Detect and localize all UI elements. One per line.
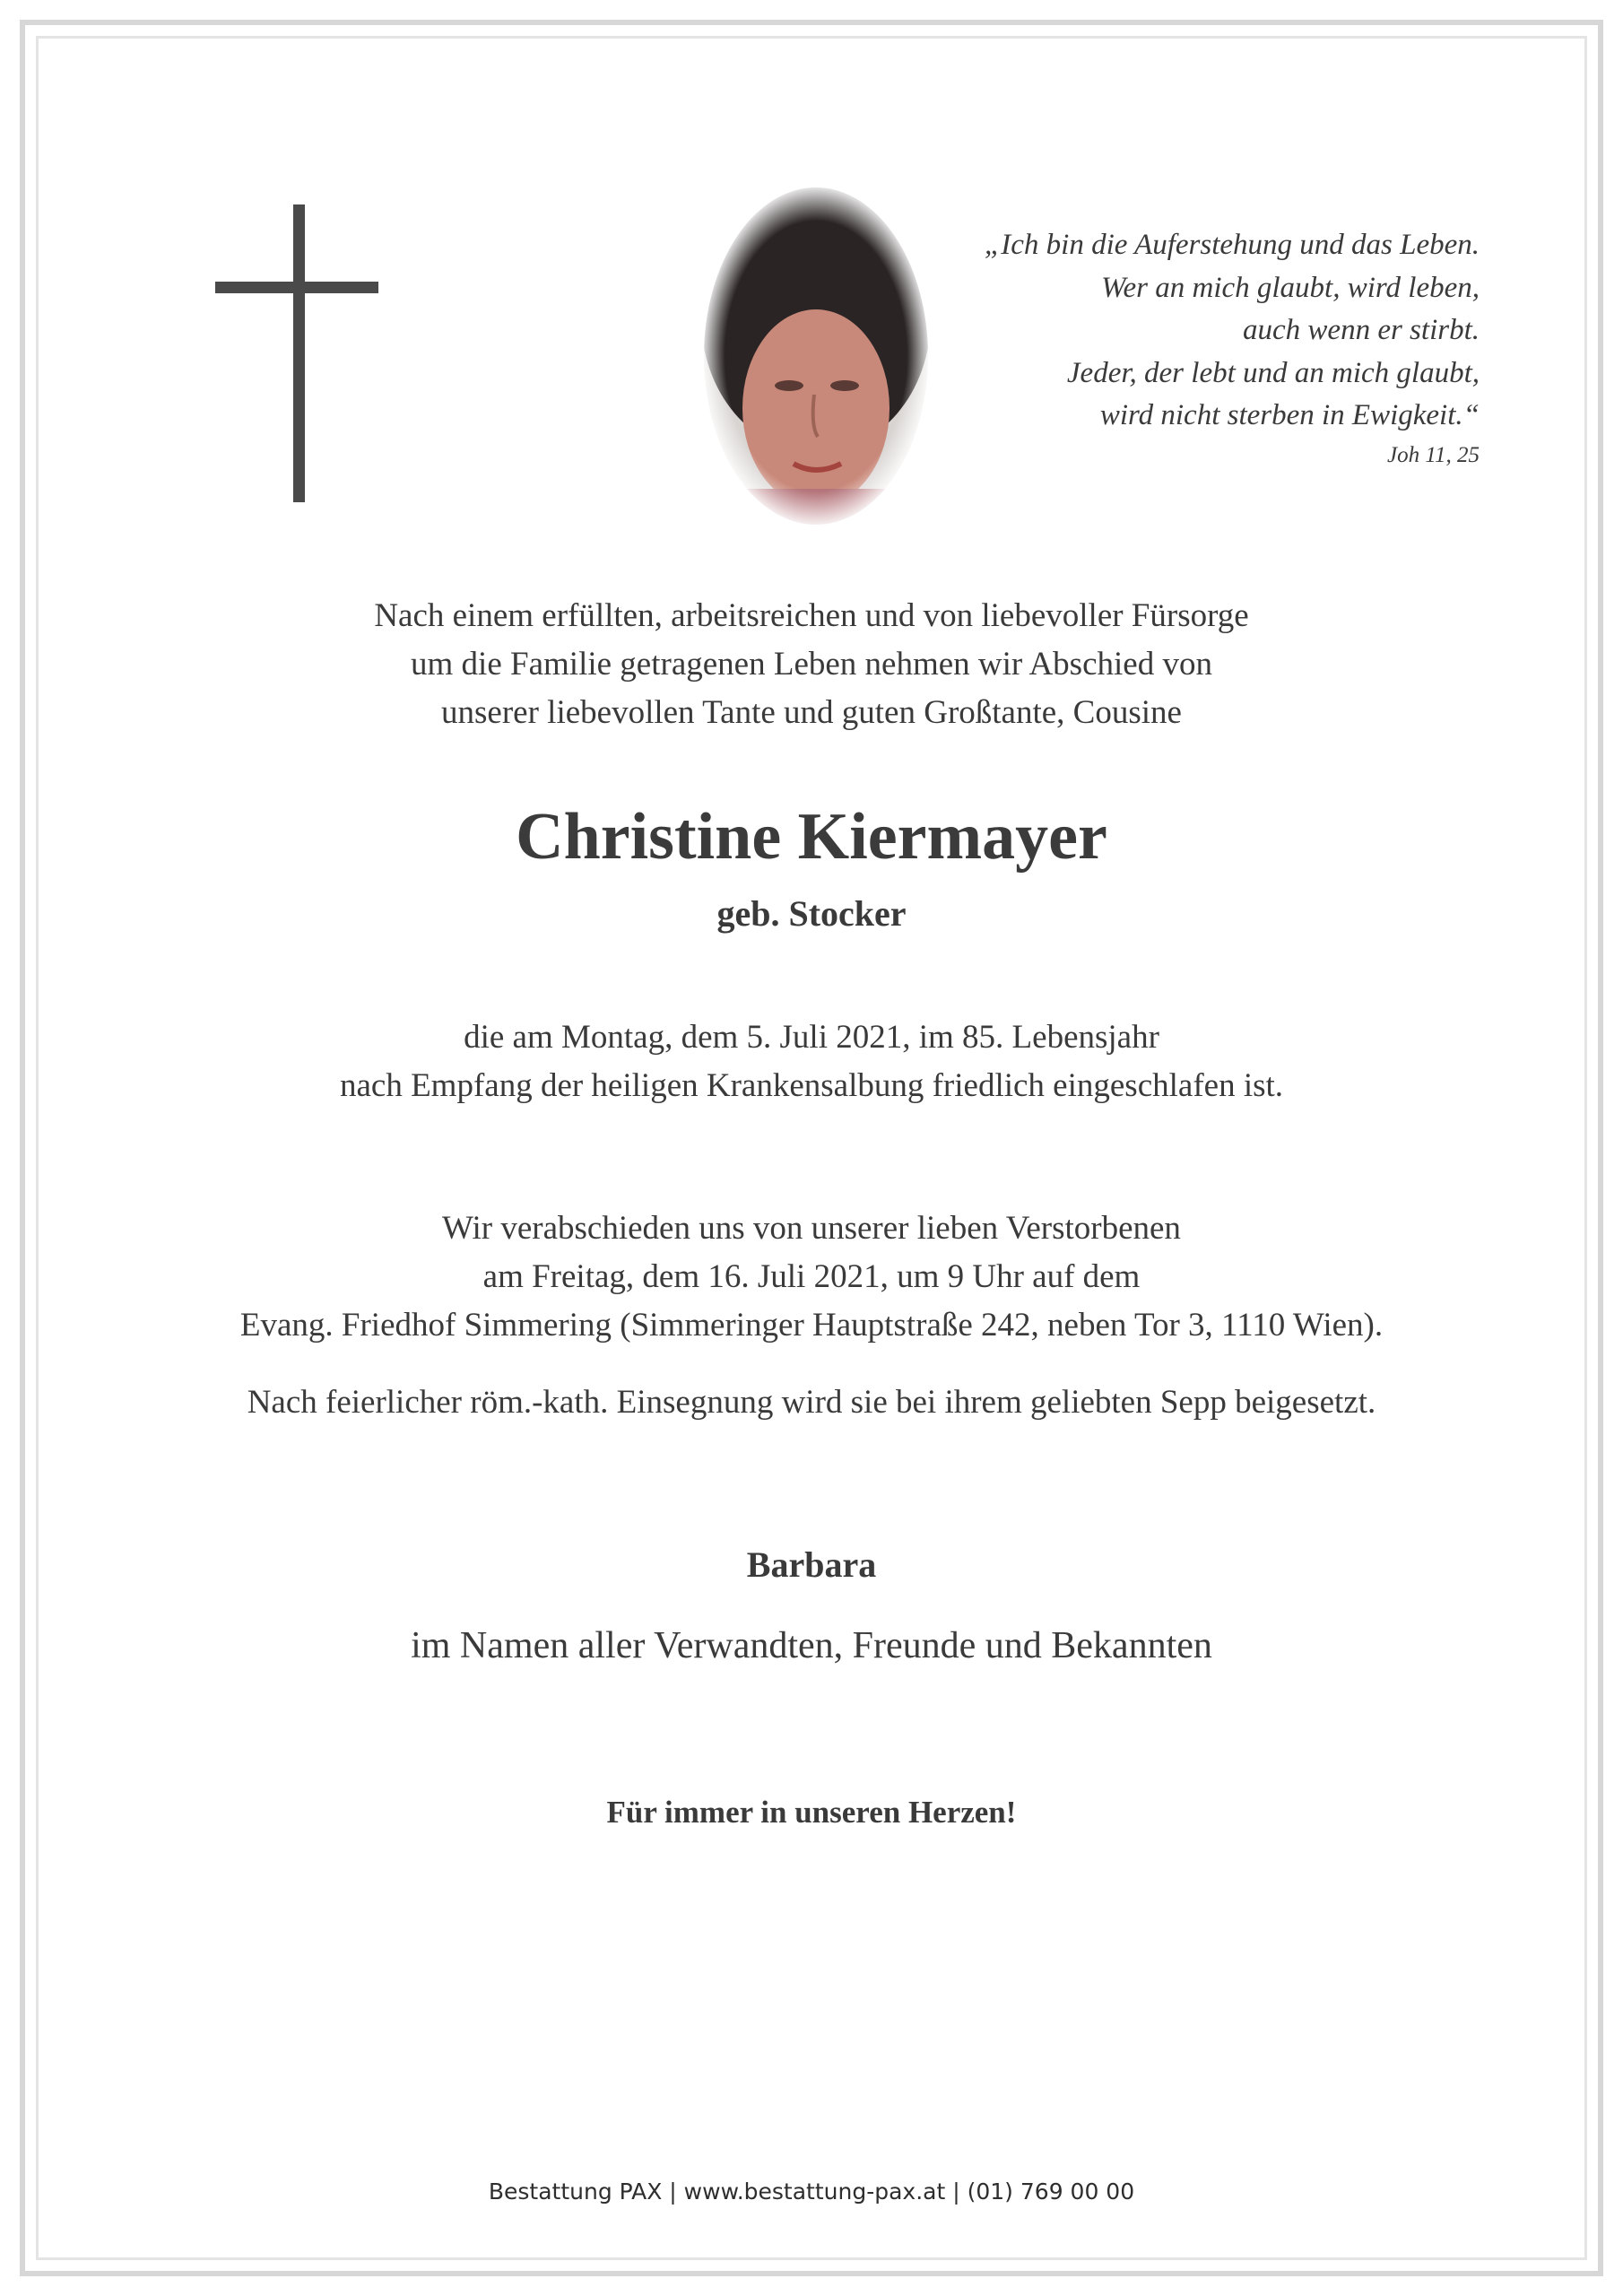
burial-note: Nach feierlicher röm.-kath. Einsegnung wird sie bei ihrem geliebten Sepp beigesetzt. (247, 1384, 1376, 1421)
cross-horizontal-beam (215, 282, 378, 293)
funeral-line: Evang. Friedhof Simmering (Simmeringer Hauptstraße 242, neben Tor 3, 1110 Wien). (239, 1307, 1384, 1344)
deceased-name: Christine Kiermayer (516, 800, 1107, 874)
cross-vertical-beam (293, 204, 305, 502)
funeral-line: Wir verabschieden uns von unserer lieben Verstorbenen (442, 1210, 1181, 1247)
funeral-home-footer: Bestattung PAX | www.bestattung-pax.at | (01) 769 00 00 (488, 2179, 1135, 2205)
quote-line: wird nicht sterben in Ewigkeit.“ (1099, 399, 1480, 431)
signatory-name: Barbara (746, 1544, 877, 1585)
death-notice-line: nach Empfang der heiligen Krankensalbung friedlich eingeschlafen ist. (339, 1067, 1284, 1104)
intro-line: unserer liebevollen Tante und guten Großtante, Cousine (441, 694, 1182, 731)
quote-line: Wer an mich glaubt, wird leben, (1101, 271, 1480, 304)
bible-quote (852, 224, 1480, 474)
quote-line: „Ich bin die Auferstehung und das Leben. (984, 229, 1480, 261)
funeral-details (0, 1205, 1623, 1350)
intro-line: Nach einem erfüllten, arbeitsreichen und von liebevoller Fürsorge (374, 597, 1249, 634)
funeral-line: am Freitag, dem 16. Juli 2021, um 9 Uhr auf dem (482, 1258, 1141, 1295)
intro-line: um die Familie getragenen Leben nehmen wir Abschied von (411, 646, 1212, 683)
quote-reference: Joh 11, 25 (1387, 442, 1480, 467)
closing-line: Für immer in unseren Herzen! (606, 1795, 1017, 1830)
quote-line: auch wenn er stirbt. (1243, 314, 1480, 346)
quote-line: Jeder, der lebt und an mich glaubt, (1066, 356, 1480, 389)
maiden-name: geb. Stocker (716, 893, 907, 934)
signatory-subline: im Namen aller Verwandten, Freunde und Bekannten (411, 1625, 1212, 1666)
death-notice-line: die am Montag, dem 5. Juli 2021, im 85. Lebensjahr (464, 1019, 1159, 1056)
death-notice (0, 1013, 1623, 1110)
intro-text (0, 592, 1623, 737)
